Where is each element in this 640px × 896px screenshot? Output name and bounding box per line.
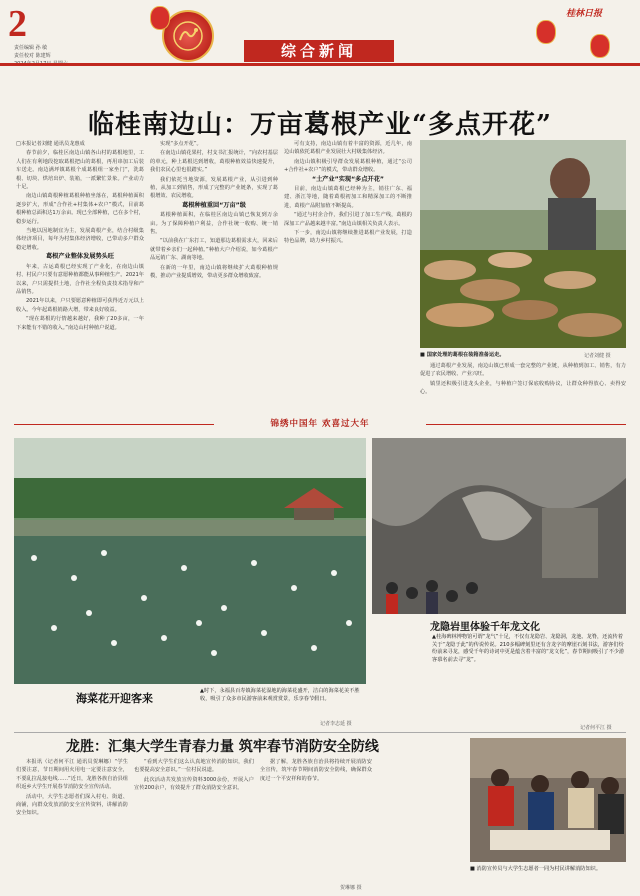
paragraph: 我们依托当地资源，发展葛根产业，从引进到种植，从加工到销售，形成了完整的产业链条，实现了葛根增效、农民增收。	[150, 176, 278, 200]
fire-safety-credit: 贺琳娜 摄	[340, 885, 362, 891]
paragraph: 据了解，龙胜各族自治县将持续开展消防安全宣传，筑牢春节期间消防安全防线，确保群众度过一个平安祥和的春节。	[260, 759, 372, 782]
longsheng-column-1	[16, 758, 128, 892]
byline: □本报记者刘健 通讯员龙惠成	[16, 141, 85, 147]
paragraph: 年来，古运葛根已经实现了产业化，在南边山镇村、村民户只要有意愿种植都能从事种植生产。2021年以来，户只需提供土地，合作社全程负责技术指导和产品销售。	[16, 263, 144, 295]
paragraph: “通过与村企合作，我们引进了加工生产线，葛根的深加工产品越来越丰富。”南边山镇相关负责人表示。	[284, 212, 412, 227]
paragraph: 可有支持，南边山镇有着丰富的资源，近几年，南边山镇依托葛根产业发展壮大村级集体经济。	[284, 141, 412, 156]
longsheng-column-3	[260, 758, 372, 892]
fire-safety-caption: ■ 消防宣传员与大学生志愿者一同为村民讲解消防知识。	[470, 866, 602, 872]
banner-line-left	[14, 424, 214, 425]
paragraph: 在新的一年里，南边山镇将继续扩大葛根种植规模，推动产业提质增效，带动更多群众增收致富。	[150, 264, 278, 280]
article-column-1	[16, 140, 144, 408]
section-divider	[14, 732, 626, 733]
paragraph: 实现“多点开花”。	[160, 141, 202, 147]
festival-banner	[0, 414, 640, 434]
fire-safety-photo	[470, 738, 626, 862]
article-column-3	[284, 140, 412, 408]
paper-name: 桂林日报	[566, 9, 603, 19]
paragraph: 当地以因地制宜为主，发展葛根产业，结合村级集体经济项目，每年为村集体经济增收，已带动多户群众稳定增收。	[16, 228, 144, 251]
lantern-icon	[150, 6, 170, 30]
paragraph: 葛根种植面积，在临桂区南边山镇已恢复到万余亩。为了保障种植户利益，合作社统一收购、统一销售。	[150, 212, 278, 236]
lantern-icon	[536, 20, 556, 44]
paragraph: “看到大学生们这么认真地宣传消防知识，我们也要提高安全意识。”一位村民说道。	[134, 759, 254, 774]
paragraph: 镇里还积极引进龙头企业，与种植户签订保底收购协议，让群众种得放心、卖得安心。	[420, 380, 626, 396]
dragon-cave-photo	[372, 438, 626, 614]
haitang-caption: ▲时下，永福县百寿镇海菜花湿地的海菜花盛开，洁白的海菜花美不胜收，吸引了众多市民游客前来观赏赏景，乐享春节假日。	[200, 688, 360, 702]
paragraph: 目前，南边山镇葛根已经种为主，销往广东、福建、浙江等地，随着葛根初加工和精深加工的不断推进，葛根产品附加值不断提高。	[284, 186, 412, 209]
paragraph: 南边山镇葛根种植葛根种植坐落在，葛根种植面积逐步扩大，形成“合作社+村集体+农户”模式，目前葛根种植总面积达1万余亩。现已全部种植，已在多个村，稳步运行。	[16, 193, 144, 225]
kudzu-photo	[420, 140, 626, 348]
longsheng-headline: 龙胜：汇集大学生青春力量 筑牢春节消防安全防线	[66, 739, 379, 755]
lantern-icon	[590, 34, 610, 58]
subhead: 葛根产业整体发展势头旺	[45, 253, 115, 261]
paragraph: 2021年以来，户只要愿意种植即可获得近万元以上收入。今年起葛根销路大增，带来良好收益。	[16, 298, 144, 313]
paragraph: 本报讯（记者何平江 通讯员贺琳娜）“学生们要注意，节日期间用火用电一定要注意安全，不要乱拉乱接电线……”近日，龙胜各族自治县组织返乡大学生开展春节消防安全宣传活动。	[16, 759, 128, 791]
paragraph: “以前我在广东打工，知道那边葛根需求大，回来后就带着乡亲们一起种植。”种植大户介绍说，如今葛根产品远销广东、湖南等地。	[150, 238, 278, 262]
paragraph: 活动中，大学生志愿者们深入村屯、街道、商铺，向群众发放消防安全宣传资料，讲解消防安全知识。	[16, 793, 128, 817]
article-column-2	[150, 140, 278, 408]
longsheng-column-2	[134, 758, 254, 892]
haitang-credit: 记者李志延 摄	[320, 721, 352, 727]
paragraph: 春节前夕，临桂区南边山镇各山村的葛根地里，工人们在有利地段挖取葛根把山的葛根，再用串加工后装车送走。南边满坪镇葛根个成葛根组一家坐门“，洗葛根、切块、烘培出炉、装箱，一派繁忙景象。产业动力十足。	[16, 150, 144, 191]
section-title: 综合新闻	[244, 40, 394, 62]
proofreader-line: 责任校对 陈建辉	[14, 53, 51, 59]
main-headline: 临桂南边山：万亩葛根产业“多点开花”	[88, 110, 552, 140]
subhead: “土产业”实现“多点开花”	[312, 175, 384, 183]
kudzu-photo-caption: ■ 国家处理的葛根在装箱准备运走。	[420, 352, 505, 358]
kudzu-photo-credit: 记者刘健 摄	[584, 353, 611, 359]
longyin-title: 龙隐岩里体验千年龙文化	[430, 622, 540, 633]
haitang-title: 海菜花开迎客来	[76, 692, 153, 705]
longyin-caption: ▲桂海碑林博物馆可谓“龙气”十足，不仅有龙隐岩、龙隐洞，龙池、龙脊，还流传着关于“龙隐于此”的传说传说。210多幅碑刻里还有含龙字的摩崖石刻书法，游客们纷纷前来寻龙，感受千年的诗词中更是蕴含着丰富的“龙文化”，春节期间吸引了不少游客慕名前去寻“龙”。	[432, 634, 625, 663]
page-number: 2	[8, 3, 27, 45]
article-column-4	[420, 362, 626, 410]
paragraph: 此次活动共发放宣传资料3000余份，开展入户宣传200余户，有效提升了群众消防安全意识。	[134, 776, 254, 792]
paragraph: 在南边山镇花果村，村支书汇报统计，“向农村基层的单元，种上葛根达到增收，葛根种植效益快速提升，我们农民心里也很踏实。”	[150, 150, 278, 174]
paragraph: 通过葛根产业发展，南边山镇已形成一套完整的产业链，从种植到加工、销售，有力促进了农民增收、产业兴旺。	[420, 363, 626, 378]
subhead: 葛根种植重回“万亩”级	[182, 201, 246, 209]
header-divider	[0, 63, 640, 66]
banner-line-right	[426, 424, 626, 425]
editor-line: 责任编辑 孙 敏	[14, 45, 48, 51]
paragraph: 下一步，南边山镇将继续推进葛根产业发展，打造特色品牌，助力乡村振兴。	[284, 230, 412, 245]
paragraph: 南边山镇积极引导群众发展葛根种植，通过“公司+合作社+农户”的模式，带动群众增收。	[284, 158, 412, 174]
water-flower-photo	[14, 438, 366, 684]
banner-text: 锦绣中国年 欢喜过大年	[270, 419, 370, 429]
paragraph: “现在葛根的行情越来越好，我种了20多亩，一年下来能有不错的收入。”南边山村种植户说道。	[16, 316, 144, 331]
longyin-credit: 记者何平江 摄	[580, 725, 612, 731]
